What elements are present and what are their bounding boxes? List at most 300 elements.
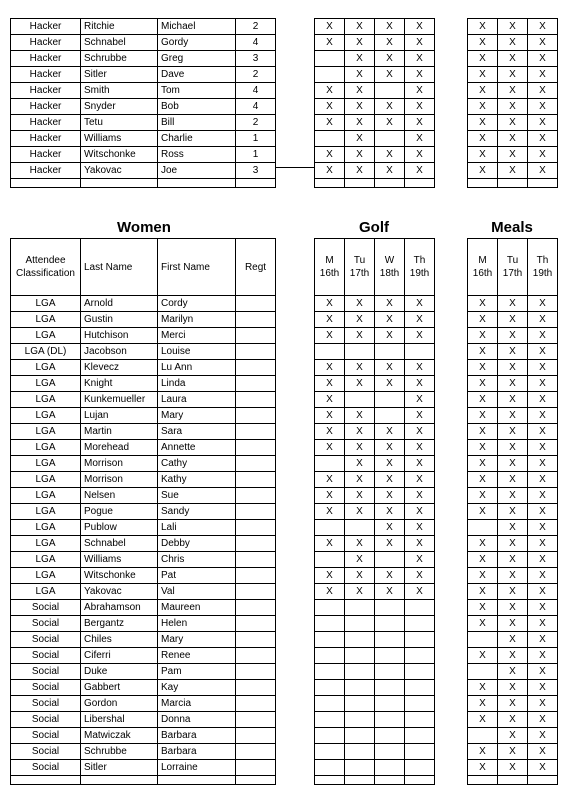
women-section-title: Women	[117, 219, 171, 236]
meals-row	[468, 83, 558, 99]
golf-row	[315, 680, 435, 696]
golf-mark-cell	[315, 664, 345, 680]
golf-mark-cell: X	[345, 35, 375, 51]
meal-mark-cell: X	[468, 536, 498, 552]
golf-row	[315, 35, 435, 51]
golf-mark-cell: X	[405, 392, 435, 408]
golf-mark-cell	[345, 600, 375, 616]
golf-mark-cell: X	[375, 424, 405, 440]
golf-mark-cell	[345, 344, 375, 360]
first-name-cell: Joe	[158, 163, 236, 179]
golf-mark-cell: X	[405, 19, 435, 35]
meals-row	[468, 312, 558, 328]
golf-row	[315, 147, 435, 163]
golf-mark-cell: X	[345, 472, 375, 488]
meals-row	[468, 504, 558, 520]
meal-mark-cell: X	[468, 344, 498, 360]
meals-row	[468, 360, 558, 376]
blank-cell	[315, 776, 345, 785]
regt-cell	[236, 584, 276, 600]
last-name-cell: Gabbert	[81, 680, 158, 696]
meal-mark-cell: X	[528, 296, 558, 312]
meal-mark-cell: X	[498, 147, 528, 163]
table-row	[11, 584, 276, 600]
golf-header-row	[315, 239, 435, 296]
first-name-cell: Greg	[158, 51, 236, 67]
last-name-cell: Klevecz	[81, 360, 158, 376]
regt-cell	[236, 536, 276, 552]
meal-mark-cell: X	[468, 360, 498, 376]
golf-mark-cell: X	[345, 568, 375, 584]
last-name-cell: Gordon	[81, 696, 158, 712]
first-name-cell: Kathy	[158, 472, 236, 488]
golf-mark-cell: X	[345, 584, 375, 600]
golf-mark-cell	[315, 632, 345, 648]
meal-mark-cell: X	[498, 520, 528, 536]
golf-mark-cell	[315, 131, 345, 147]
meal-mark-cell: X	[498, 163, 528, 179]
meal-mark-cell: X	[498, 440, 528, 456]
blank-cell	[468, 776, 498, 785]
golf-mark-cell: X	[345, 67, 375, 83]
meals-row	[468, 728, 558, 744]
first-name-cell: Michael	[158, 19, 236, 35]
meal-mark-cell: X	[528, 344, 558, 360]
meal-mark-cell: X	[498, 67, 528, 83]
table-row-blank	[468, 776, 558, 785]
classification-cell: Social	[11, 632, 81, 648]
meal-mark-cell: X	[468, 408, 498, 424]
golf-mark-cell	[405, 632, 435, 648]
golf-mark-cell	[405, 648, 435, 664]
golf-row	[315, 408, 435, 424]
regt-cell	[236, 728, 276, 744]
meal-mark-cell: X	[468, 83, 498, 99]
golf-mark-cell: X	[375, 440, 405, 456]
meal-mark-cell	[468, 664, 498, 680]
last-name-cell: Schnabel	[81, 536, 158, 552]
golf-mark-cell: X	[345, 440, 375, 456]
classification-cell: Social	[11, 600, 81, 616]
first-name-cell: Maureen	[158, 600, 236, 616]
classification-cell: Social	[11, 760, 81, 776]
golf-mark-cell: X	[315, 147, 345, 163]
last-name-cell: Arnold	[81, 296, 158, 312]
golf-mark-cell: X	[405, 163, 435, 179]
meal-mark-cell: X	[468, 696, 498, 712]
classification-cell: Hacker	[11, 19, 81, 35]
meals-row	[468, 632, 558, 648]
meals-row	[468, 664, 558, 680]
meals-row	[468, 424, 558, 440]
golf-mark-cell: X	[375, 456, 405, 472]
golf-mark-cell	[345, 744, 375, 760]
meal-mark-cell: X	[528, 328, 558, 344]
meal-mark-cell: X	[498, 19, 528, 35]
meal-mark-cell: X	[498, 680, 528, 696]
golf-mark-cell: X	[405, 99, 435, 115]
regt-cell	[236, 568, 276, 584]
first-name-cell: Mary	[158, 408, 236, 424]
blank-cell	[315, 179, 345, 188]
golf-mark-cell	[375, 712, 405, 728]
regt-cell: 3	[236, 163, 276, 179]
blank-cell	[11, 776, 81, 785]
last-name-cell: Williams	[81, 552, 158, 568]
golf-row	[315, 328, 435, 344]
meals-row	[468, 488, 558, 504]
golf-row	[315, 568, 435, 584]
golf-row	[315, 19, 435, 35]
golf-mark-cell: X	[345, 296, 375, 312]
meal-mark-cell: X	[468, 760, 498, 776]
last-name-cell: Tetu	[81, 115, 158, 131]
golf-mark-cell	[405, 728, 435, 744]
table-row	[11, 504, 276, 520]
meals-row	[468, 712, 558, 728]
blank-cell	[528, 776, 558, 785]
last-name-cell: Morrison	[81, 456, 158, 472]
golf-mark-cell: X	[315, 440, 345, 456]
golf-row	[315, 67, 435, 83]
regt-cell	[236, 648, 276, 664]
meal-mark-cell: X	[528, 376, 558, 392]
table-row	[11, 131, 276, 147]
table-row	[11, 536, 276, 552]
golf-row	[315, 648, 435, 664]
golf-mark-cell: X	[375, 19, 405, 35]
regt-cell: 2	[236, 115, 276, 131]
first-name-cell: Sara	[158, 424, 236, 440]
meals-row	[468, 296, 558, 312]
golf-mark-cell: X	[345, 147, 375, 163]
first-name-cell: Linda	[158, 376, 236, 392]
meals-row	[468, 744, 558, 760]
golf-mark-cell: X	[405, 67, 435, 83]
golf-mark-cell	[405, 616, 435, 632]
meal-mark-cell: X	[528, 584, 558, 600]
table-row	[11, 600, 276, 616]
golf-mark-cell	[345, 664, 375, 680]
table-row-blank	[11, 179, 276, 188]
golf-mark-cell: X	[345, 536, 375, 552]
table-row	[11, 632, 276, 648]
meal-mark-cell: X	[528, 760, 558, 776]
table-row	[11, 456, 276, 472]
regt-cell	[236, 376, 276, 392]
golf-mark-cell	[405, 600, 435, 616]
meal-mark-cell: X	[528, 424, 558, 440]
classification-cell: Hacker	[11, 131, 81, 147]
blank-cell	[81, 179, 158, 188]
regt-cell: 3	[236, 51, 276, 67]
meal-mark-cell: X	[528, 680, 558, 696]
meal-mark-cell: X	[468, 147, 498, 163]
golf-mark-cell: X	[405, 488, 435, 504]
golf-mark-cell: X	[345, 456, 375, 472]
meal-mark-cell: X	[498, 392, 528, 408]
regt-cell	[236, 552, 276, 568]
regt-cell	[236, 424, 276, 440]
classification-cell: LGA	[11, 328, 81, 344]
meal-mark-cell: X	[468, 115, 498, 131]
golf-row	[315, 552, 435, 568]
golf-mark-cell: X	[375, 488, 405, 504]
classification-header: Attendee Classification	[11, 239, 81, 296]
golf-row	[315, 360, 435, 376]
blank-cell	[11, 179, 81, 188]
golf-row	[315, 520, 435, 536]
golf-row	[315, 440, 435, 456]
golf-mark-cell: X	[345, 504, 375, 520]
golf-mark-cell	[315, 616, 345, 632]
first-name-cell: Marcia	[158, 696, 236, 712]
meal-mark-cell: X	[498, 696, 528, 712]
classification-cell: LGA	[11, 488, 81, 504]
table-row	[11, 664, 276, 680]
golf-mark-cell: X	[345, 163, 375, 179]
golf-row	[315, 392, 435, 408]
meal-mark-cell: X	[498, 115, 528, 131]
regt-cell	[236, 328, 276, 344]
regt-cell	[236, 712, 276, 728]
golf-mark-cell	[345, 696, 375, 712]
golf-mark-cell	[315, 456, 345, 472]
golf-mark-cell	[375, 616, 405, 632]
table-row	[11, 163, 276, 179]
classification-cell: Hacker	[11, 83, 81, 99]
table-row	[11, 328, 276, 344]
meals-row	[468, 648, 558, 664]
table-row	[11, 83, 276, 99]
classification-cell: Hacker	[11, 147, 81, 163]
first-name-cell: Debby	[158, 536, 236, 552]
last-name-cell: Lujan	[81, 408, 158, 424]
meal-mark-cell: X	[498, 424, 528, 440]
golf-mark-cell: X	[315, 360, 345, 376]
golf-mark-cell	[375, 648, 405, 664]
blank-cell	[405, 776, 435, 785]
golf-row	[315, 296, 435, 312]
meal-mark-cell: X	[528, 648, 558, 664]
classification-cell: Social	[11, 680, 81, 696]
golf-mark-cell: X	[405, 131, 435, 147]
first-name-cell: Lu Ann	[158, 360, 236, 376]
classification-cell: Social	[11, 648, 81, 664]
golf-row	[315, 376, 435, 392]
meal-day-header: Tu 17th	[498, 239, 528, 296]
meal-mark-cell: X	[528, 131, 558, 147]
meals-row	[468, 696, 558, 712]
blank-cell	[236, 776, 276, 785]
meal-mark-cell	[468, 728, 498, 744]
golf-mark-cell: X	[375, 163, 405, 179]
golf-mark-cell	[375, 664, 405, 680]
regt-cell	[236, 696, 276, 712]
golf-row	[315, 632, 435, 648]
regt-cell: 4	[236, 99, 276, 115]
classification-cell: LGA	[11, 472, 81, 488]
meals-row	[468, 115, 558, 131]
first-name-cell: Ross	[158, 147, 236, 163]
golf-day-header: Th 19th	[405, 239, 435, 296]
table-row	[11, 115, 276, 131]
regt-cell: 4	[236, 83, 276, 99]
last-name-cell: Morehead	[81, 440, 158, 456]
meal-mark-cell: X	[528, 488, 558, 504]
golf-mark-cell	[375, 344, 405, 360]
meal-mark-cell: X	[498, 51, 528, 67]
classification-cell: Social	[11, 696, 81, 712]
classification-cell: LGA	[11, 536, 81, 552]
blank-cell	[236, 179, 276, 188]
golf-mark-cell: X	[345, 19, 375, 35]
table-row	[11, 520, 276, 536]
last-name-cell: Pogue	[81, 504, 158, 520]
meals-row	[468, 392, 558, 408]
meal-mark-cell: X	[468, 456, 498, 472]
meal-mark-cell: X	[528, 456, 558, 472]
meal-mark-cell: X	[498, 712, 528, 728]
first-name-cell: Annette	[158, 440, 236, 456]
meals-row	[468, 600, 558, 616]
meals-row	[468, 568, 558, 584]
golf-mark-cell	[375, 408, 405, 424]
meal-mark-cell: X	[528, 83, 558, 99]
meal-mark-cell: X	[468, 424, 498, 440]
meal-mark-cell: X	[528, 312, 558, 328]
meals-row	[468, 67, 558, 83]
meals-row	[468, 520, 558, 536]
golf-mark-cell: X	[405, 376, 435, 392]
golf-mark-cell: X	[405, 312, 435, 328]
meal-mark-cell: X	[498, 760, 528, 776]
meals-row	[468, 760, 558, 776]
golf-mark-cell: X	[315, 328, 345, 344]
blank-cell	[498, 179, 528, 188]
classification-cell: LGA	[11, 408, 81, 424]
last-name-cell: Witschonke	[81, 147, 158, 163]
blank-cell	[498, 776, 528, 785]
meal-mark-cell: X	[468, 51, 498, 67]
golf-mark-cell: X	[375, 328, 405, 344]
table-row	[11, 680, 276, 696]
golf-mark-cell	[375, 131, 405, 147]
classification-cell: Hacker	[11, 99, 81, 115]
golf-mark-cell: X	[375, 504, 405, 520]
meal-mark-cell: X	[528, 696, 558, 712]
golf-mark-cell: X	[315, 163, 345, 179]
golf-mark-cell: X	[315, 83, 345, 99]
last-name-cell: Schnabel	[81, 35, 158, 51]
golf-mark-cell	[345, 392, 375, 408]
first-name-cell: Louise	[158, 344, 236, 360]
meal-mark-cell: X	[468, 680, 498, 696]
blank-cell	[468, 179, 498, 188]
golf-mark-cell	[345, 616, 375, 632]
meal-mark-cell: X	[498, 600, 528, 616]
last-name-cell: Libershal	[81, 712, 158, 728]
golf-mark-cell	[375, 696, 405, 712]
meal-mark-cell: X	[498, 131, 528, 147]
meal-mark-cell: X	[528, 520, 558, 536]
golf-row	[315, 456, 435, 472]
regt-cell	[236, 744, 276, 760]
table-row	[11, 616, 276, 632]
meals-row	[468, 408, 558, 424]
first-name-cell: Bill	[158, 115, 236, 131]
table-row	[11, 488, 276, 504]
last-name-cell: Morrison	[81, 472, 158, 488]
golf-mark-cell	[375, 632, 405, 648]
meals-row	[468, 19, 558, 35]
meal-day-header: M 16th	[468, 239, 498, 296]
regt-cell: 2	[236, 19, 276, 35]
golf-mark-cell	[375, 552, 405, 568]
women-header-row	[11, 239, 276, 296]
first-name-cell: Gordy	[158, 35, 236, 51]
meal-mark-cell: X	[528, 616, 558, 632]
meal-mark-cell: X	[528, 664, 558, 680]
golf-row	[315, 163, 435, 179]
golf-mark-cell: X	[375, 536, 405, 552]
golf-mark-cell: X	[375, 67, 405, 83]
golf-day-header: M 16th	[315, 239, 345, 296]
golf-mark-cell	[315, 680, 345, 696]
first-name-cell: Sandy	[158, 504, 236, 520]
meal-mark-cell: X	[498, 488, 528, 504]
meal-mark-cell: X	[498, 472, 528, 488]
golf-mark-cell: X	[345, 328, 375, 344]
meal-mark-cell: X	[468, 296, 498, 312]
golf-mark-cell	[315, 600, 345, 616]
regt-cell	[236, 600, 276, 616]
golf-row	[315, 131, 435, 147]
meal-mark-cell: X	[498, 632, 528, 648]
meals-row	[468, 99, 558, 115]
classification-cell: LGA	[11, 376, 81, 392]
meal-mark-cell: X	[498, 648, 528, 664]
meal-mark-cell: X	[498, 328, 528, 344]
meal-mark-cell: X	[528, 408, 558, 424]
regt-cell	[236, 616, 276, 632]
golf-day-header: W 18th	[375, 239, 405, 296]
golf-mark-cell: X	[345, 131, 375, 147]
meal-mark-cell: X	[498, 552, 528, 568]
meal-mark-cell: X	[528, 568, 558, 584]
meal-mark-cell	[468, 520, 498, 536]
blank-cell	[375, 179, 405, 188]
last-name-cell: Knight	[81, 376, 158, 392]
regt-header: Regt	[236, 239, 276, 296]
golf-mark-cell	[375, 744, 405, 760]
golf-mark-cell	[405, 760, 435, 776]
women-golf-table	[314, 238, 435, 785]
golf-row	[315, 600, 435, 616]
golf-mark-cell: X	[405, 360, 435, 376]
last-name-cell: Bergantz	[81, 616, 158, 632]
meals-row	[468, 552, 558, 568]
golf-row	[315, 424, 435, 440]
meal-mark-cell: X	[468, 67, 498, 83]
first-name-cell: Lorraine	[158, 760, 236, 776]
meal-mark-cell: X	[468, 600, 498, 616]
first-name-cell: Chris	[158, 552, 236, 568]
meals-row	[468, 616, 558, 632]
golf-mark-cell: X	[315, 584, 345, 600]
golf-mark-cell: X	[375, 376, 405, 392]
meal-mark-cell: X	[468, 616, 498, 632]
